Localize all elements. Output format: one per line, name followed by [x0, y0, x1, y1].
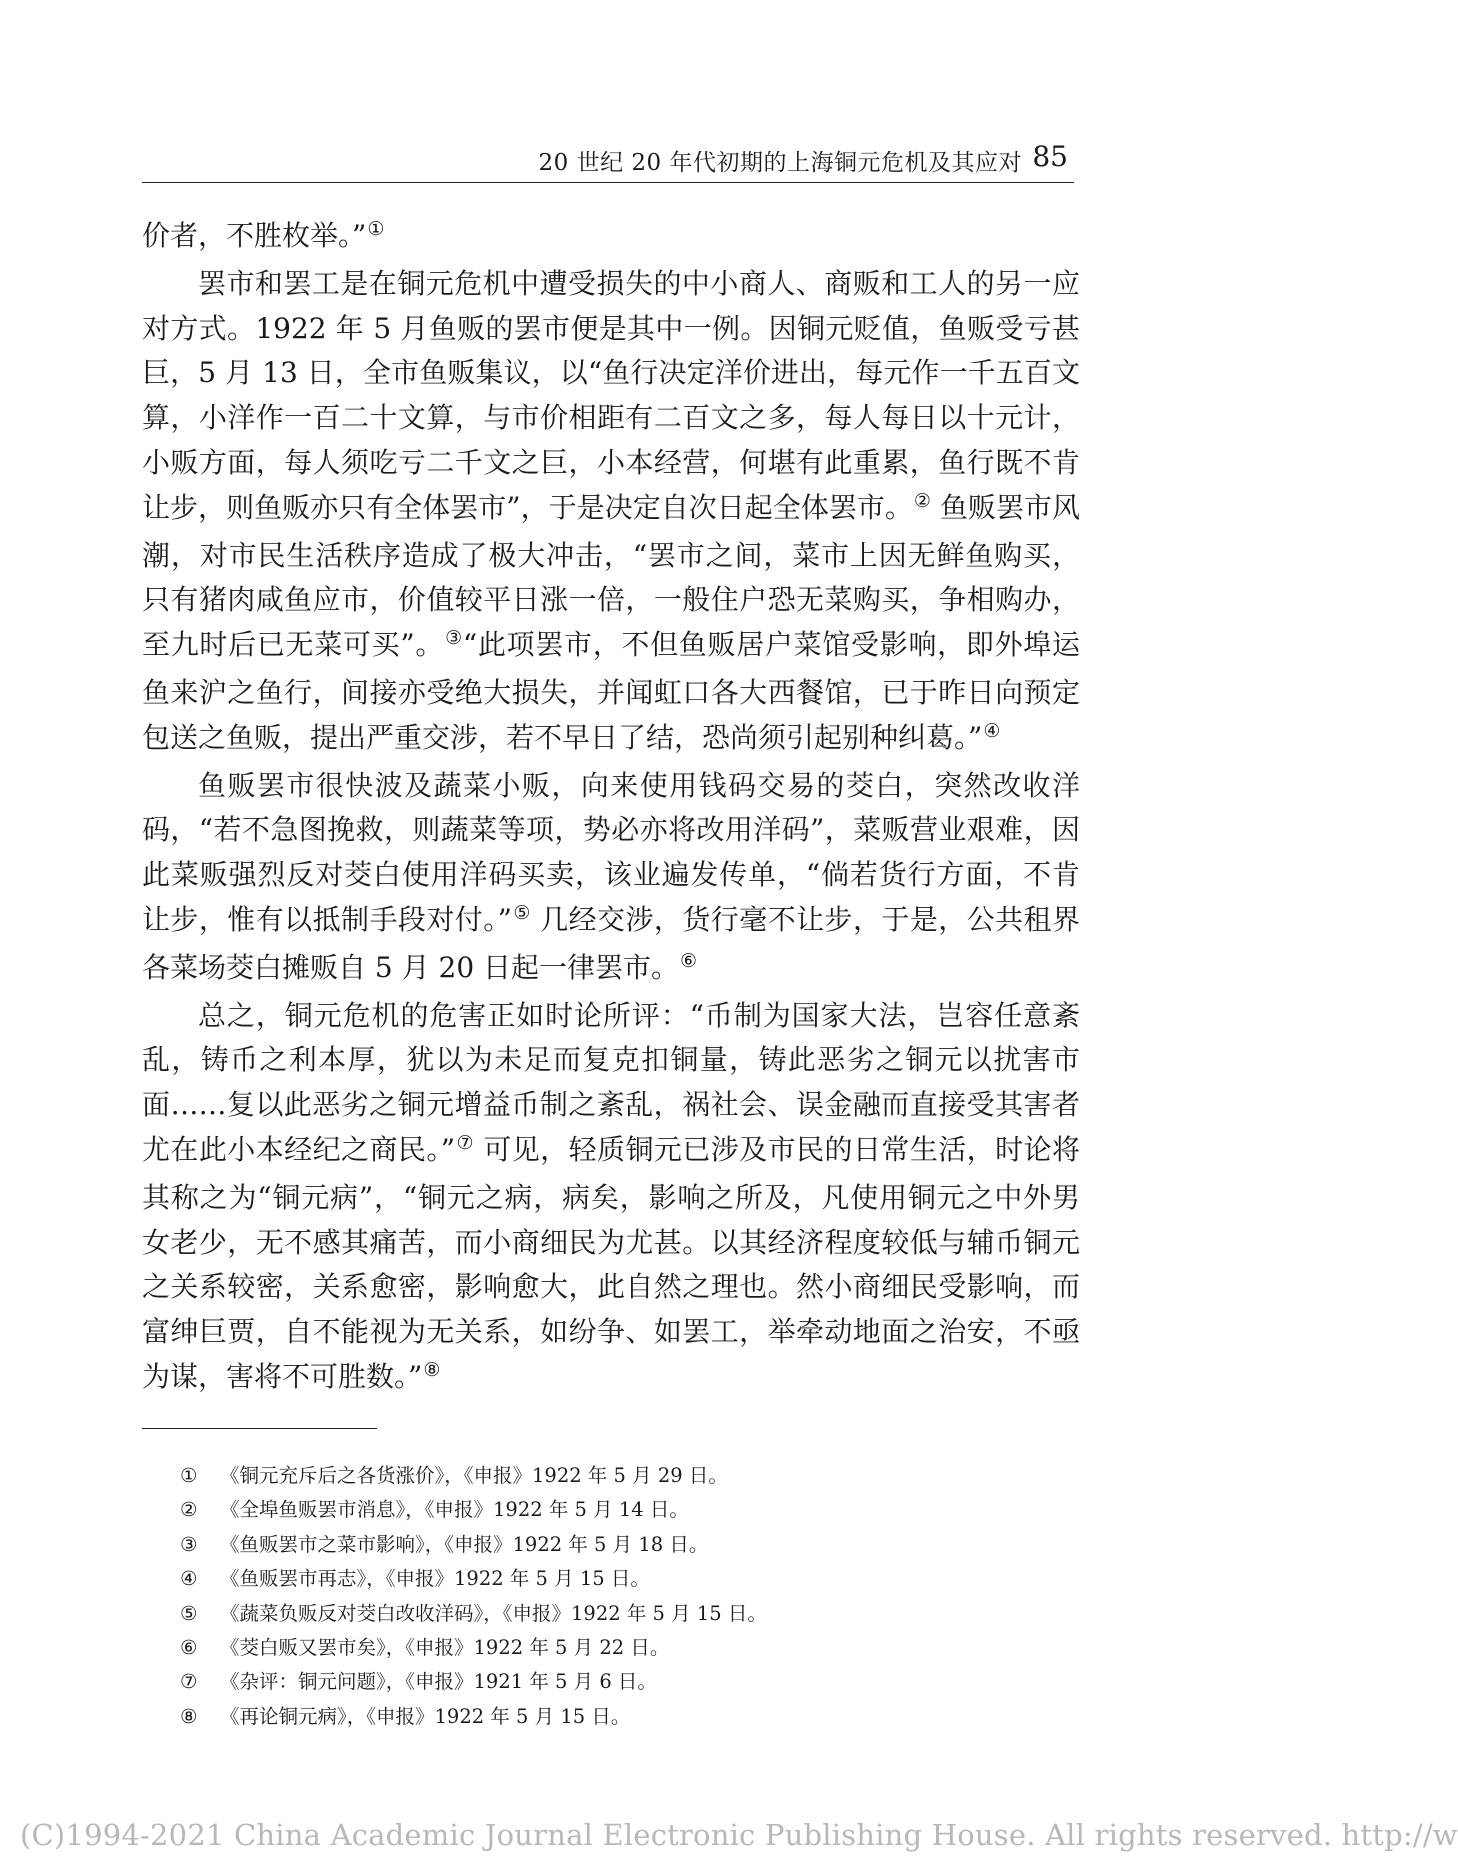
- footnote-reference: ⑧: [423, 1358, 441, 1381]
- paragraph-text: 鱼贩罢市风潮，对市民生活秩序造成了极大冲击，“罢市之间，菜市上因无鲜鱼购买，只有猪肉咸鱼应市，价值较平日涨一倍，一般住户恐无菜购买，争相购办，至九时后已无菜可买”。: [142, 490, 1080, 662]
- page-number: 85: [1032, 140, 1068, 173]
- footnote-reference: ③: [445, 627, 463, 650]
- footnote-marker: ⑥: [180, 1636, 198, 1660]
- paragraph-text: 可见，轻质铜元已涉及市民的日常生活，时论将其称之为“铜元病”，“铜元之病，病矣，影响之所及，凡使用铜元之中外男女老少，无不感其痛苦，而小商细民为尤甚。以其经济程度较低与辅币铜元之关系较密，关系愈密，影响愈大，此自然之理也。然小商细民受影响，而富绅巨贾，自不能视为无关系，如纷争、如罢工，举牵动地面之治安，不亟为谋，害将不可胜数。”: [142, 1132, 1080, 1393]
- body-paragraph: [142, 262, 1080, 764]
- running-header: [142, 142, 1074, 183]
- paragraph-text: 总之，铜元危机的危害正如时论所评：“币制为国家大法，岂容任意紊乱，铸币之利本厚，犹以为未足而复克扣铜量，铸此恶劣之铜元以扰害市面……复以此恶劣之铜元增益币制之紊乱，祸社会、误金融而直接受其害者尤在此小本经纪之商民。”: [142, 998, 1080, 1166]
- body-paragraph: [142, 214, 1080, 262]
- footnote-marker: ⑧: [180, 1704, 198, 1728]
- footnote-reference: ④: [983, 719, 1001, 742]
- footnote-item: [180, 1459, 1060, 1493]
- footnote-marker: ④: [180, 1567, 198, 1591]
- footnote-item: [180, 1528, 1060, 1562]
- paragraph-text: 罢市和罢工是在铜元危机中遭受损失的中小商人、商贩和工人的另一应对方式。1922 年 5 月鱼贩的罢市便是其中一例。因铜元贬值，鱼贩受亏甚巨，5 月 13 日，全市鱼贩集议，以“鱼行决定洋价进出，每元作一千五百文算，小洋作一百二十文算，与市价相距有二百文之多，每人每日以十元计，小贩方面，每人须吃亏二千文之巨，小本经营，何堪有此重累，鱼行既不肯让步，则鱼贩亦只有全体罢市”，于是决定自次日起全体罢市。: [142, 266, 1080, 524]
- footnote-text: 《茭白贩又罢市矣》，《申报》1922 年 5 月 22 日。: [220, 1636, 670, 1660]
- footnote-marker: ②: [180, 1498, 198, 1522]
- footnote-item: [180, 1700, 1060, 1734]
- footnote-item: [180, 1665, 1060, 1699]
- footnote-text: 《再论铜元病》，《申报》1922 年 5 月 15 日。: [220, 1704, 631, 1728]
- footnotes: [180, 1459, 1060, 1734]
- footnote-text: 《铜元充斥后之各货涨价》，《申报》1922 年 5 月 29 日。: [220, 1464, 728, 1487]
- footnote-item: [180, 1597, 1060, 1631]
- body-paragraph: [142, 994, 1080, 1403]
- footnote-text: 《鱼贩罢市之菜市影响》，《申报》1922 年 5 月 18 日。: [220, 1532, 709, 1556]
- footnote-reference: ①: [367, 218, 385, 240]
- running-title: 20 世纪 20 年代初期的上海铜元危机及其应对: [538, 150, 1022, 176]
- paragraph-text: 鱼贩罢市很快波及蔬菜小贩，向来使用钱码交易的茭白，突然改收洋码，“若不急图挽救，则蔬菜等项，势必亦将改用洋码”，菜贩营业艰难，因此菜贩强烈反对茭白使用洋码买卖，该业遍发传单，“倘若货行方面，不肯让步，惟有以抵制手段对付。”: [142, 768, 1080, 936]
- body-paragraph: [142, 764, 1080, 994]
- footnote-marker: ①: [180, 1464, 198, 1487]
- footnote-reference: ⑥: [680, 949, 698, 972]
- footnote-marker: ③: [180, 1532, 198, 1556]
- footnote-item: [180, 1562, 1060, 1596]
- footnote-reference: ②: [913, 489, 931, 512]
- footnote-item: [180, 1493, 1060, 1527]
- footnote-reference: ⑦: [456, 1131, 474, 1154]
- footnote-marker: ⑤: [180, 1601, 198, 1625]
- footnote-text: 《杂评：铜元问题》，《申报》1921 年 5 月 6 日。: [220, 1670, 657, 1694]
- footnote-item: [180, 1631, 1060, 1665]
- footnote-text: 《鱼贩罢市再志》，《申报》1922 年 5 月 15 日。: [220, 1567, 650, 1591]
- footnote-text: 《蔬菜负贩反对茭白改收洋码》，《申报》1922 年 5 月 15 日。: [220, 1601, 767, 1625]
- footnote-text: 《全埠鱼贩罢市消息》，《申报》1922 年 5 月 14 日。: [220, 1498, 689, 1522]
- paragraph-text: “此项罢市，不但鱼贩居户菜馆受影响，即外埠运鱼来沪之鱼行，间接亦受绝大损失，并闻虹口各大西餐馆，已于昨日向预定包送之鱼贩，提出严重交涉，若不早日了结，恐尚须引起别种纠葛。”: [142, 628, 1080, 754]
- footnote-marker: ⑦: [180, 1670, 198, 1694]
- footnote-reference: ⑤: [512, 901, 531, 924]
- copyright-watermark: (C)1994-2021 China Academic Journal Electronic Publishing House. All rights reserved. http://w: [20, 1818, 1458, 1852]
- paragraph-text: 几经交涉，货行毫不让步，于是，公共租界各菜场茭白摊贩自 5 月 20 日起一律罢市。: [142, 902, 1080, 984]
- footnote-divider: [142, 1428, 377, 1429]
- paragraph-text: 价者，不胜枚举。”: [142, 219, 367, 252]
- article-body: [142, 214, 1080, 1403]
